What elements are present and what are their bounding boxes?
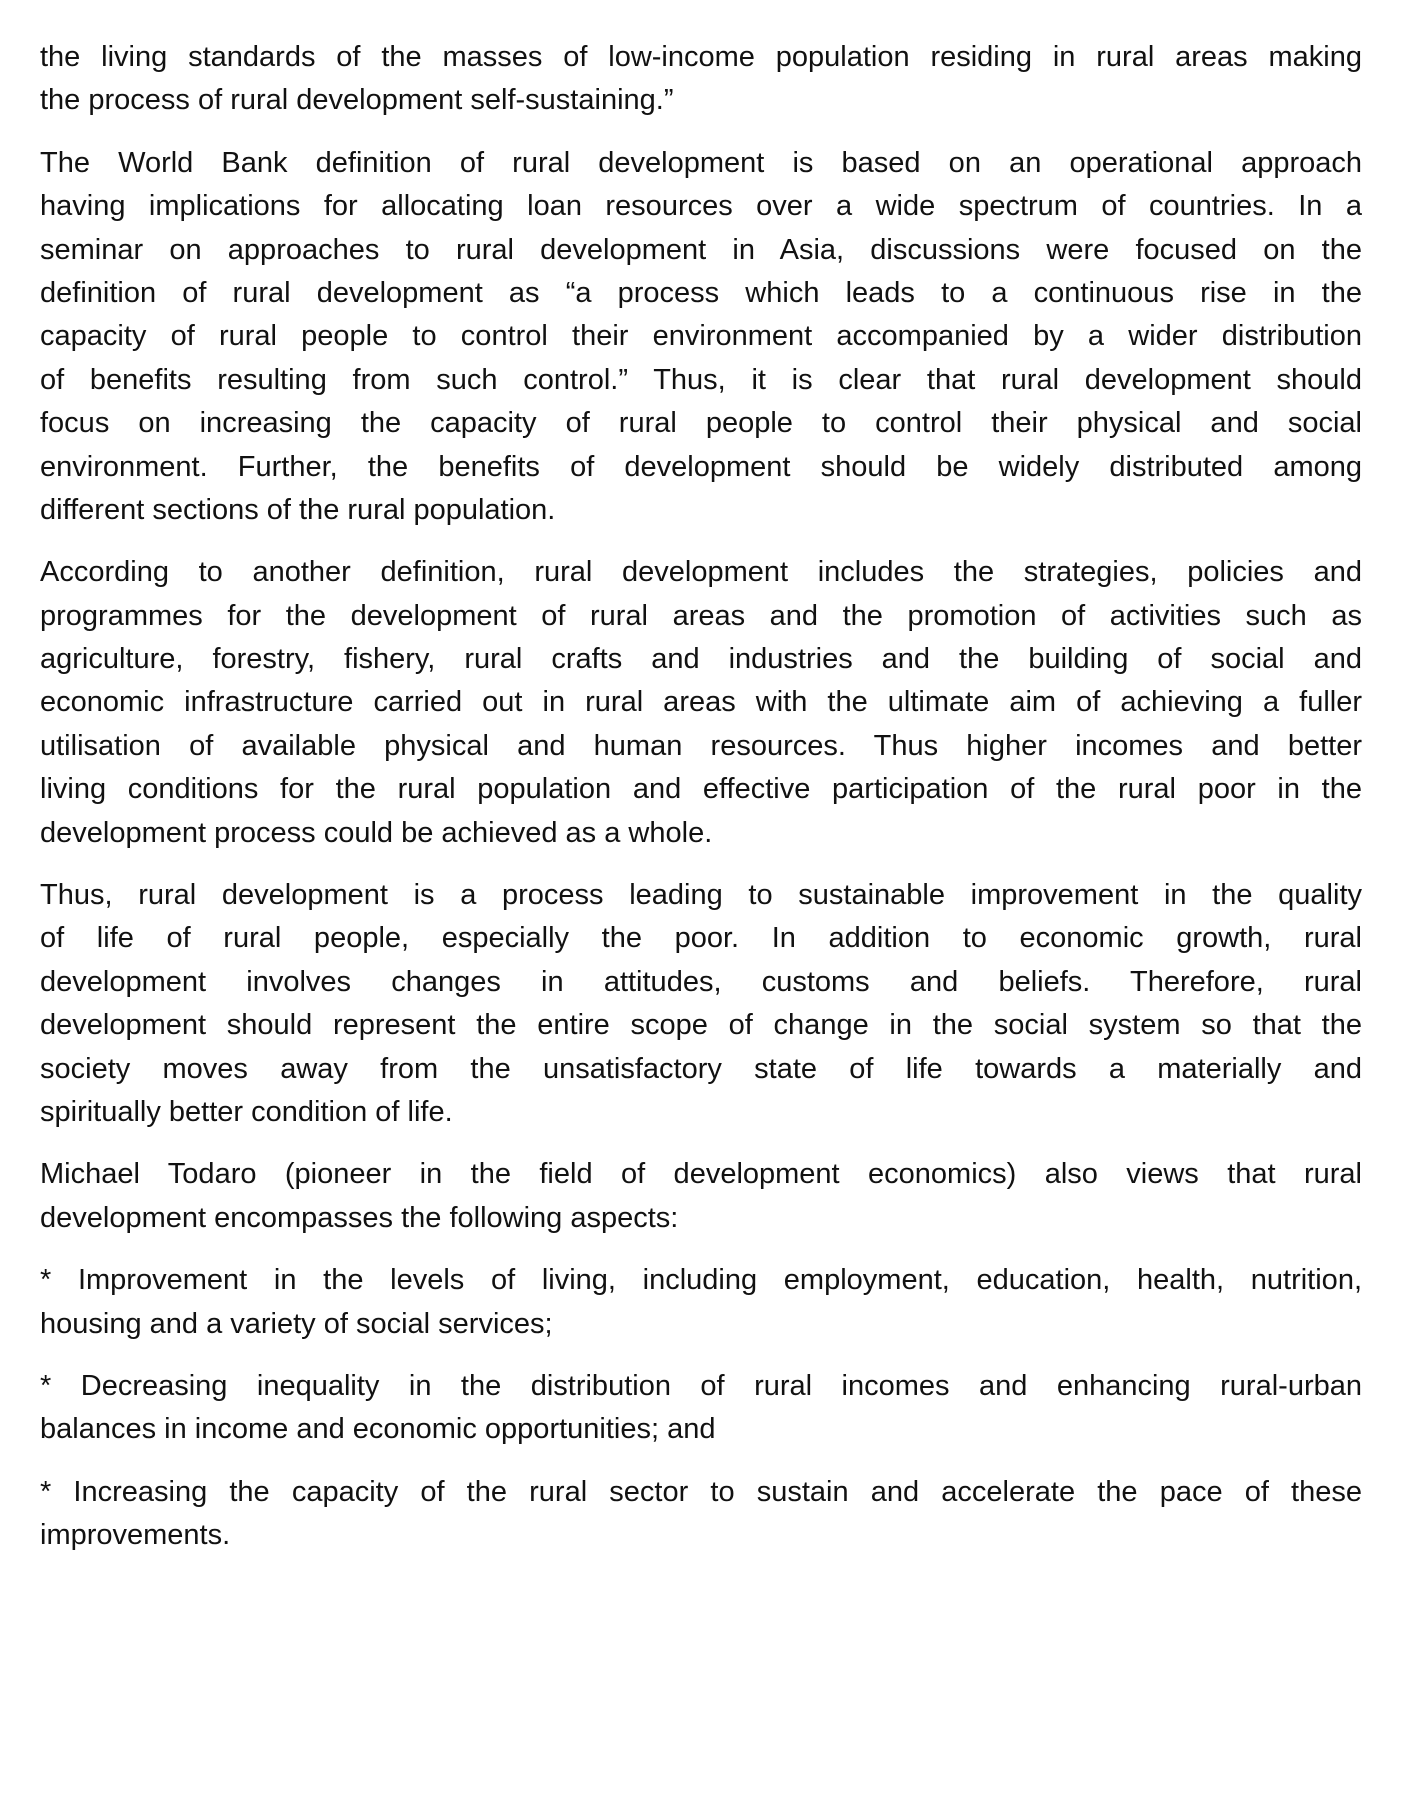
text-line: The World Bank definition of rural development is based on an operational approach [40,146,1362,179]
paragraph-sustainable-improvement [40,874,1362,1134]
text-line: * Improvement in the levels of living, including employment, education, health, nutrition, [40,1264,1362,1297]
text-line: According to another definition, rural development includes the strategies, policies and [40,556,1362,589]
text-line: society moves away from the unsatisfactory state of life towards a materially and [40,1052,1362,1085]
document-page [40,36,1362,1577]
text-line: living conditions for the rural population and effective participation of the rural poor in the [40,773,1362,806]
text-line: capacity of rural people to control their environment accompanied by a wider distribution [40,320,1362,353]
paragraph-another-definition [40,551,1362,855]
text-line: of life of rural people, especially the poor. In addition to economic growth, rural [40,922,1362,955]
text-line: having implications for allocating loan resources over a wide spectrum of countries. In a [40,190,1362,223]
text-line: improvements. [40,1519,231,1552]
bullet-item-decreasing-inequality [40,1365,1362,1452]
text-line: Michael Todaro (pioneer in the field of development economics) also views that rural [40,1158,1362,1191]
text-line: seminar on approaches to rural development in Asia, discussions were focused on the [40,233,1362,266]
paragraph-quote-ending [40,36,1362,123]
text-line: * Increasing the capacity of the rural sector to sustain and accelerate the pace of these [40,1475,1362,1508]
text-line: the living standards of the masses of low-income population residing in rural areas making [40,41,1362,73]
paragraph-todaro-intro [40,1153,1362,1240]
text-line: environment. Further, the benefits of development should be widely distributed among [40,450,1362,483]
paragraph-world-bank-definition [40,142,1362,533]
text-line: of benefits resulting from such control.” Thus, it is clear that rural development should [40,363,1362,396]
text-line: spiritually better condition of life. [40,1095,453,1128]
text-line: development encompasses the following aspects: [40,1201,679,1234]
text-line: balances in income and economic opportunities; and [40,1413,716,1446]
bullet-item-levels-of-living [40,1259,1362,1346]
text-line: agriculture, forestry, fishery, rural crafts and industries and the building of social and [40,643,1362,676]
text-line: different sections of the rural population. [40,493,556,526]
text-line: development should represent the entire scope of change in the social system so that the [40,1009,1362,1042]
text-line: * Decreasing inequality in the distribution of rural incomes and enhancing rural-urban [40,1369,1362,1402]
text-line: programmes for the development of rural areas and the promotion of activities such as [40,599,1362,632]
text-line: definition of rural development as “a process which leads to a continuous rise in the [40,276,1362,309]
text-line: the process of rural development self-sustaining.” [40,84,674,117]
text-line: housing and a variety of social services; [40,1307,553,1340]
text-line: Thus, rural development is a process leading to sustainable improvement in the quality [40,879,1362,912]
text-line: utilisation of available physical and human resources. Thus higher incomes and better [40,729,1362,762]
bullet-item-increasing-capacity [40,1471,1362,1558]
text-line: economic infrastructure carried out in rural areas with the ultimate aim of achieving a fuller [40,686,1362,719]
text-line: development process could be achieved as a whole. [40,816,713,849]
text-line: development involves changes in attitudes, customs and beliefs. Therefore, rural [40,965,1362,998]
text-line: focus on increasing the capacity of rural people to control their physical and social [40,407,1362,440]
